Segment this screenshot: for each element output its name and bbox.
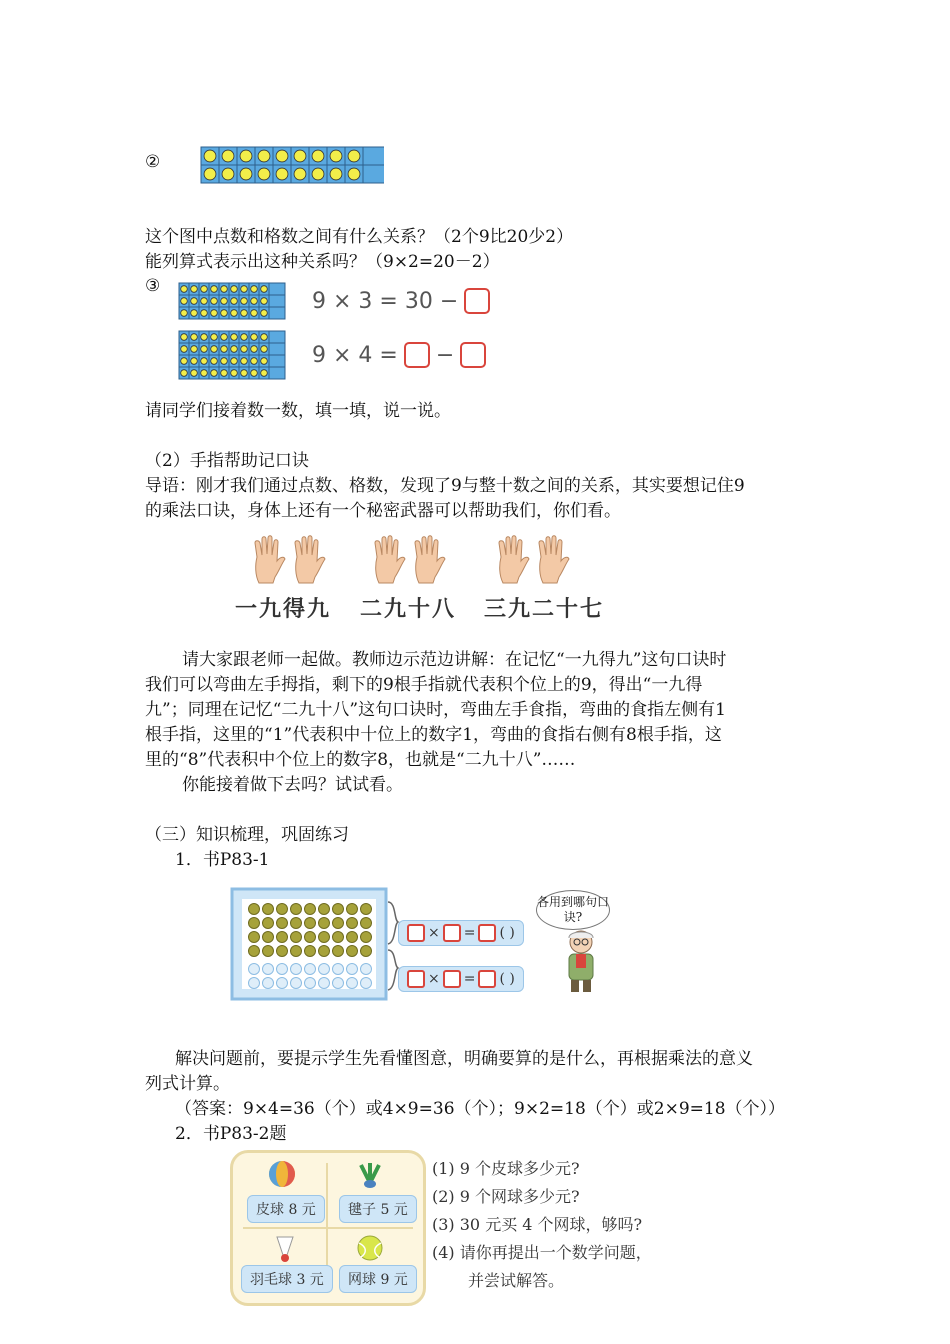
counter-dot	[291, 918, 302, 929]
grid-dot	[191, 298, 198, 305]
grid-dot	[241, 286, 248, 293]
grid-cell	[363, 165, 384, 183]
counter-dot	[333, 964, 344, 975]
question-4: (4) 请你再提出一个数学问题，	[432, 1243, 652, 1262]
grid-dot	[221, 346, 228, 353]
price-board	[230, 1150, 426, 1306]
product-box[interactable]	[478, 970, 496, 988]
counter-dot	[305, 918, 316, 929]
counter-dot	[263, 978, 274, 989]
grid-dot	[181, 358, 188, 365]
grid-dot	[294, 150, 306, 162]
grid-dot	[211, 334, 218, 341]
grid-dot	[261, 298, 268, 305]
grid-dot	[201, 358, 208, 365]
counter-dot	[249, 918, 260, 929]
grid-dot	[251, 286, 258, 293]
counter-dot	[333, 918, 344, 929]
answer-box[interactable]	[404, 342, 430, 368]
counter-dot	[263, 946, 274, 957]
counter-dot	[361, 918, 372, 929]
finger-heading: （2）手指帮助记口诀	[145, 451, 309, 471]
shuttlecock-kicker-icon	[355, 1159, 385, 1189]
grid-dot	[181, 310, 188, 317]
explain-line-5: 里的“8”代表积中个位上的数字8，也就是“二九十八”……	[145, 750, 576, 770]
question-relation: 这个图中点数和格数之间有什么关系？（2个9比20少2）	[145, 227, 574, 247]
counter-dot	[305, 978, 316, 989]
question-3: (3) 30 元买 4 个网球，够吗?	[432, 1215, 643, 1234]
counter-dot	[249, 964, 260, 975]
counter-dot	[305, 946, 316, 957]
grid-cell	[363, 147, 384, 165]
finger-intro-1: 导语：刚才我们通过点数、格数，发现了9与整十数之间的关系，其实要想记住9	[145, 476, 745, 496]
grid-dot	[191, 310, 198, 317]
grid-dot	[348, 168, 360, 180]
grid-dot	[222, 150, 234, 162]
grid-dot	[181, 370, 188, 377]
counter-dot	[305, 964, 316, 975]
grid-dot	[221, 286, 228, 293]
grid-dot	[231, 286, 238, 293]
grid-dot	[330, 168, 342, 180]
exercise-1-note-2: 列式计算。	[145, 1074, 230, 1094]
question-2: (2) 9 个网球多少元?	[432, 1187, 580, 1206]
grid-dot	[276, 150, 288, 162]
counter-dot	[263, 932, 274, 943]
equals-sign: =	[463, 925, 476, 941]
exercise-1-answer: （答案：9×4=36（个）或4×9=36（个）；9×2=18（个）或2×9=18（个））	[175, 1099, 786, 1119]
grid-dot	[348, 150, 360, 162]
counter-dot	[291, 964, 302, 975]
counter-dot	[291, 946, 302, 957]
grid-dot	[222, 168, 234, 180]
counter-dot	[277, 918, 288, 929]
grid-dot	[201, 334, 208, 341]
unit-paren: ( )	[499, 971, 515, 987]
counter-dot	[277, 904, 288, 915]
grid-dot	[261, 346, 268, 353]
counter-dot	[347, 904, 358, 915]
grid-dot	[221, 370, 228, 377]
grid-dot	[241, 358, 248, 365]
eq2-text: 9 × 4 =	[312, 342, 398, 368]
equation-tag-2	[398, 966, 524, 992]
grid-dot	[231, 346, 238, 353]
grid-dot	[211, 346, 218, 353]
grid-dot	[231, 370, 238, 377]
counter-dot	[305, 932, 316, 943]
grid-cell	[269, 331, 285, 343]
price-tag-shuttlecock: 毽子 5 元	[339, 1195, 417, 1223]
equation-tag-1	[398, 920, 524, 946]
grid-dot	[251, 298, 258, 305]
grid-cell	[269, 343, 285, 355]
beach-ball-icon	[267, 1159, 297, 1189]
counter-dot	[361, 964, 372, 975]
part3-heading: （三）知识梳理，巩固练习	[145, 825, 349, 845]
rhyme-3: 三九二十七	[484, 596, 605, 622]
grid-dot	[204, 168, 216, 180]
times-sign: ×	[428, 925, 440, 941]
counter-dot	[263, 964, 274, 975]
grid-dot	[261, 334, 268, 341]
explain-line-1: 请大家跟老师一起做。教师边示范边讲解：在记忆“一九得九”这句口诀时	[182, 650, 727, 670]
counter-dot	[305, 904, 316, 915]
counter-dot	[263, 904, 274, 915]
counter-dot	[319, 964, 330, 975]
counter-dot	[333, 904, 344, 915]
grid-dot	[251, 334, 258, 341]
exercise-1-note-1: 解决问题前，要提示学生先看懂图意，明确要算的是什么，再根据乘法的意义	[175, 1049, 753, 1069]
grid-dot	[231, 358, 238, 365]
grid-dot	[258, 168, 270, 180]
factor-box[interactable]	[407, 970, 425, 988]
grid-dot	[191, 286, 198, 293]
ten-frame-3rows	[178, 282, 290, 322]
professor-icon	[556, 928, 606, 994]
exercise-2-label: 2．书P83-2题	[175, 1124, 287, 1144]
grid-dot	[201, 286, 208, 293]
grid-dot	[251, 370, 258, 377]
question-4-cont: 并尝试解答。	[468, 1271, 565, 1290]
counter-dot	[319, 918, 330, 929]
exercise-1-label: 1．书P83-1	[175, 850, 270, 870]
grid-dot	[221, 358, 228, 365]
grid-dot	[241, 370, 248, 377]
explain-line-4: 根手指，这里的“1”代表积中十位上的数字1，弯曲的食指右侧有8根手指，这	[145, 725, 722, 745]
counter-dot	[277, 932, 288, 943]
counter-dot	[347, 932, 358, 943]
question-equation: 能列算式表示出这种关系吗？（9×2=20－2）	[145, 252, 500, 272]
counter-dot	[347, 964, 358, 975]
ten-frame-2rows	[200, 146, 384, 184]
answer-box[interactable]	[464, 288, 490, 314]
grid-dot	[312, 168, 324, 180]
marker-3: ③	[145, 276, 161, 296]
tennis-ball-icon	[355, 1233, 385, 1263]
exercise-1-board	[230, 885, 390, 1001]
factor-box[interactable]	[443, 924, 461, 942]
counter-dot	[333, 932, 344, 943]
grid-dot	[181, 286, 188, 293]
counter-dot	[249, 932, 260, 943]
price-tag-beach-ball: 皮球 8 元	[247, 1195, 325, 1223]
counter-dot	[249, 946, 260, 957]
price-tag-tennis: 网球 9 元	[339, 1265, 417, 1293]
followup-text: 你能接着做下去吗？试试看。	[182, 775, 403, 795]
grid-dot	[211, 310, 218, 317]
grid-dot	[201, 298, 208, 305]
grid-dot	[191, 334, 198, 341]
eq2-minus: −	[435, 342, 455, 368]
grid-dot	[231, 310, 238, 317]
grid-dot	[231, 334, 238, 341]
grid-dot	[240, 150, 252, 162]
grid-dot	[294, 168, 306, 180]
counter-dot	[263, 918, 274, 929]
explain-line-2: 我们可以弯曲左手拇指，剩下的9根手指就代表积个位上的9，得出“一九得	[145, 675, 703, 695]
price-tag-badminton: 羽毛球 3 元	[241, 1265, 333, 1293]
marker-2: ②	[145, 152, 161, 172]
grid-cell	[269, 283, 285, 295]
counter-dot	[361, 904, 372, 915]
counter-dot	[361, 978, 372, 989]
grid-dot	[201, 346, 208, 353]
counter-dot	[319, 978, 330, 989]
grid-dot	[191, 370, 198, 377]
question-1: (1) 9 个皮球多少元?	[432, 1159, 580, 1178]
counter-dot	[333, 978, 344, 989]
counter-dot	[277, 964, 288, 975]
counter-dot	[277, 978, 288, 989]
counter-dot	[347, 946, 358, 957]
counter-dot	[249, 904, 260, 915]
counter-dot	[333, 946, 344, 957]
grid-dot	[201, 310, 208, 317]
counter-dot	[319, 932, 330, 943]
grid-dot	[181, 334, 188, 341]
explain-line-3: 九”；同理在记忆“二九十八”这句口诀时，弯曲左手食指，弯曲的食指左侧有1	[145, 700, 726, 720]
grid-dot	[312, 150, 324, 162]
grid-dot	[261, 358, 268, 365]
grid-dot	[261, 286, 268, 293]
equation-9x3	[312, 288, 490, 314]
grid-dot	[258, 150, 270, 162]
counter-dot	[347, 918, 358, 929]
grid-cell	[269, 295, 285, 307]
grid-dot	[251, 358, 258, 365]
grid-dot	[276, 168, 288, 180]
counter-dot	[249, 978, 260, 989]
counter-dot	[361, 946, 372, 957]
speech-bubble	[536, 890, 610, 930]
grid-dot	[211, 358, 218, 365]
grid-dot	[221, 298, 228, 305]
grid-dot	[251, 310, 258, 317]
grid-dot	[211, 286, 218, 293]
hands-illustration	[245, 535, 585, 585]
grid-dot	[181, 298, 188, 305]
counter-dot	[291, 978, 302, 989]
counter-dot	[291, 904, 302, 915]
grid-dot	[251, 346, 258, 353]
grid-dot	[261, 370, 268, 377]
answer-box[interactable]	[460, 342, 486, 368]
grid-dot	[241, 334, 248, 341]
grid-dot	[191, 346, 198, 353]
grid-dot	[221, 310, 228, 317]
grid-dot	[211, 298, 218, 305]
finger-intro-2: 的乘法口诀，身体上还有一个秘密武器可以帮助我们，你们看。	[145, 501, 621, 521]
grid-dot	[241, 346, 248, 353]
counter-dot	[347, 978, 358, 989]
equation-9x4	[312, 342, 486, 368]
counter-dot	[319, 946, 330, 957]
counter-dot	[277, 946, 288, 957]
grid-dot	[330, 150, 342, 162]
grid-dot	[181, 346, 188, 353]
grid-dot	[191, 358, 198, 365]
instruction-text: 请同学们接着数一数，填一填，说一说。	[145, 401, 451, 421]
unit-paren: ( )	[499, 925, 515, 941]
product-box[interactable]	[478, 924, 496, 942]
grid-cell	[269, 307, 285, 319]
grid-dot	[241, 298, 248, 305]
equals-sign: =	[463, 971, 476, 987]
rhyme-2: 二九十八	[360, 596, 457, 622]
grid-dot	[231, 298, 238, 305]
badminton-icon	[273, 1235, 297, 1265]
factor-box[interactable]	[443, 970, 461, 988]
grid-dot	[221, 334, 228, 341]
grid-dot	[211, 370, 218, 377]
grid-dot	[240, 168, 252, 180]
rhyme-1: 一九得九	[235, 596, 332, 622]
counter-dot	[361, 932, 372, 943]
grid-dot	[241, 310, 248, 317]
factor-box[interactable]	[407, 924, 425, 942]
grid-cell	[269, 355, 285, 367]
ten-frame-4rows	[178, 330, 290, 382]
eq1-text: 9 × 3 = 30 −	[312, 288, 459, 314]
grid-cell	[269, 367, 285, 379]
speech-text: 各用到哪句口诀?	[537, 895, 610, 924]
counter-dot	[291, 932, 302, 943]
counter-dot	[319, 904, 330, 915]
grid-dot	[201, 370, 208, 377]
grid-dot	[204, 150, 216, 162]
grid-dot	[261, 310, 268, 317]
times-sign: ×	[428, 971, 440, 987]
